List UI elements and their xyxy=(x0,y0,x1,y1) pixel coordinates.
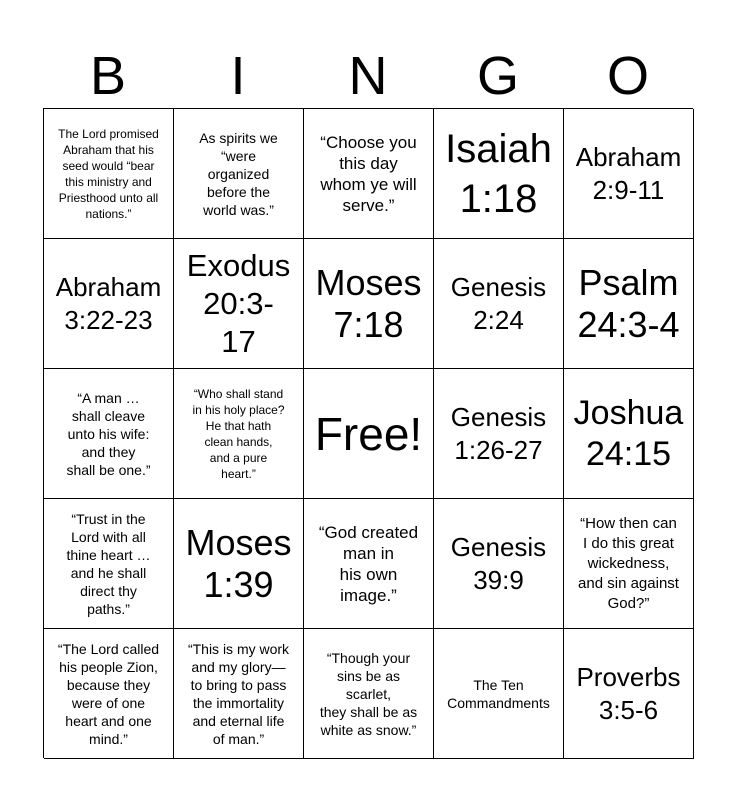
cell-text: Moses 1:39 xyxy=(185,521,292,605)
cell-r2-c3[interactable] xyxy=(304,239,434,369)
cell-r3-c4[interactable] xyxy=(434,369,564,499)
cell-text: Abraham 3:22-23 xyxy=(55,271,162,335)
cell-text: Genesis 1:26-27 xyxy=(450,401,547,465)
cell-r5-c4[interactable] xyxy=(434,629,564,759)
cell-text: Exodus 20:3- 17 xyxy=(186,247,291,359)
cell-text: “How then can I do this great wickedness, and sin against God?” xyxy=(578,514,679,612)
cell-r3-c2[interactable] xyxy=(174,369,304,499)
header-letter-g: G xyxy=(476,46,519,106)
cell-r4-c5[interactable] xyxy=(564,499,694,629)
cell-r1-c5[interactable] xyxy=(564,109,694,239)
cell-text: “Choose you this day whom ye will serve.” xyxy=(320,132,417,215)
header-letter-b: B xyxy=(89,46,127,106)
cell-text: Isaiah 1:18 xyxy=(445,126,552,221)
cell-text: “The Lord called his people Zion, because they were of one heart and one mind.” xyxy=(57,640,160,747)
cell-r3-c5[interactable] xyxy=(564,369,694,499)
cell-text: Genesis 39:9 xyxy=(450,531,547,595)
cell-text: “Who shall stand in his holy place? He that hath clean hands, and a pure heart.” xyxy=(192,386,285,481)
cell-r4-c4[interactable] xyxy=(434,499,564,629)
bingo-card xyxy=(43,108,693,758)
bingo-header xyxy=(43,44,693,108)
cell-r1-c3[interactable] xyxy=(304,109,434,239)
cell-text: Abraham 2:9-11 xyxy=(575,141,682,205)
cell-text: Genesis 2:24 xyxy=(450,271,547,335)
cell-text: “A man … shall cleave unto his wife: and they shall be one.” xyxy=(66,389,151,478)
cell-text: Moses 7:18 xyxy=(315,261,422,345)
header-letter-n: N xyxy=(348,46,388,106)
cell-r3-c3-free[interactable] xyxy=(304,369,434,499)
free-space-text: Free! xyxy=(314,407,423,460)
cell-r4-c3[interactable] xyxy=(304,499,434,629)
cell-r2-c4[interactable] xyxy=(434,239,564,369)
cell-r1-c1[interactable] xyxy=(44,109,174,239)
cell-r4-c1[interactable] xyxy=(44,499,174,629)
cell-r5-c2[interactable] xyxy=(174,629,304,759)
cell-r3-c1[interactable] xyxy=(44,369,174,499)
cell-text: “This is my work and my glory— to bring to pass the immortality and eternal life of man.” xyxy=(187,640,290,747)
cell-text: Joshua 24:15 xyxy=(573,393,684,473)
cell-r5-c3[interactable] xyxy=(304,629,434,759)
header-letter-o: O xyxy=(606,46,649,106)
cell-text: As spirits we “were organized before the world was.” xyxy=(199,129,278,218)
cell-text: “Trust in the Lord with all thine heart … and he shall direct thy paths.” xyxy=(66,510,151,617)
cell-r5-c5[interactable] xyxy=(564,629,694,759)
header-letter-i: I xyxy=(230,46,246,106)
cell-r5-c1[interactable] xyxy=(44,629,174,759)
cell-text: The Lord promised Abraham that his seed would “bear this ministry and Priesthood unto all nations.” xyxy=(58,126,159,221)
cell-text: “God created man in his own image.” xyxy=(318,522,419,605)
cell-r4-c2[interactable] xyxy=(174,499,304,629)
cell-r2-c5[interactable] xyxy=(564,239,694,369)
cell-r2-c1[interactable] xyxy=(44,239,174,369)
cell-text: Proverbs 3:5-6 xyxy=(576,661,681,725)
cell-text: Psalm 24:3-4 xyxy=(577,261,680,345)
cell-text: The Ten Commandments xyxy=(447,676,550,711)
cell-r1-c2[interactable] xyxy=(174,109,304,239)
cell-r1-c4[interactable] xyxy=(434,109,564,239)
cell-text: “Though your sins be as scarlet, they shall be as white as snow.” xyxy=(319,649,418,738)
cell-r2-c2[interactable] xyxy=(174,239,304,369)
